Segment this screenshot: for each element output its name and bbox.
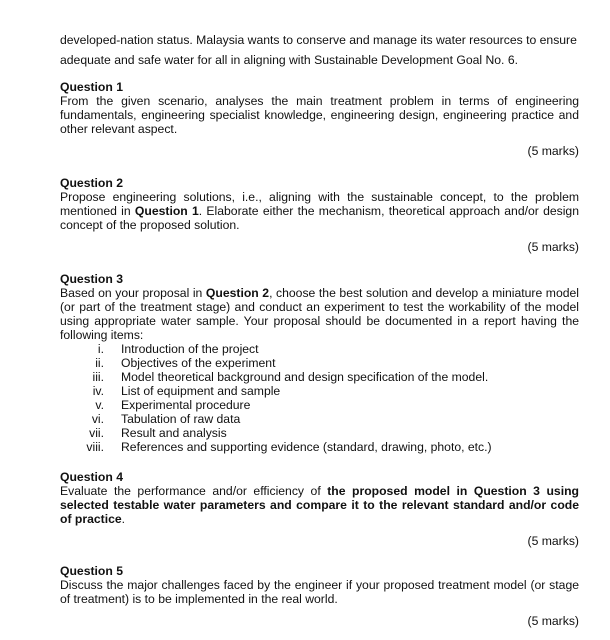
list-item-number: viii. (86, 440, 104, 454)
list-item-text: Introduction of the project (121, 342, 259, 356)
question-3-body (60, 286, 579, 342)
list-item-number: ii. (95, 356, 104, 370)
list-item-number: v. (95, 398, 104, 412)
list-item-text: Experimental procedure (121, 398, 251, 412)
list-item (60, 412, 579, 426)
question-3-body-bold: Question 2 (205, 286, 270, 300)
list-item-number: i. (97, 342, 104, 356)
list-item (60, 440, 579, 454)
report-items-list (60, 342, 579, 454)
intro-paragraph (60, 30, 579, 70)
list-item-number: vii. (89, 426, 104, 440)
question-1 (60, 80, 579, 158)
question-1-marks: (5 marks) (527, 144, 579, 158)
list-item (60, 384, 579, 398)
question-5-marks: (5 marks) (527, 614, 579, 628)
list-item-number: iii. (92, 370, 104, 384)
question-5-title: Question 5 (60, 564, 123, 578)
list-item-text: List of equipment and sample (121, 384, 281, 398)
list-item-text: References and supporting evidence (standard, drawing, photo, etc.) (121, 440, 492, 454)
question-4-marks: (5 marks) (527, 534, 579, 548)
list-item-text: Result and analysis (121, 426, 227, 440)
intro-line-2: adequate and safe water for all in aligning with Sustainable Development Goal No. 6. (60, 53, 518, 67)
question-4-body (60, 484, 579, 526)
question-5 (60, 564, 579, 628)
list-item (60, 356, 579, 370)
list-item (60, 370, 579, 384)
question-2-body (60, 190, 579, 232)
list-item (60, 426, 579, 440)
question-1-body: From the given scenario, analyses the main treatment problem in terms of engineering fundamentals, engineering specialist knowledge, engineering design, engineering practice and other relevant aspect. (60, 94, 579, 136)
question-2-body-start: Propose engineering solutions, i.e., aligning with the sustainable concept, to the problem mentioned in (60, 190, 579, 218)
intro-line-1: developed-nation status. Malaysia wants to conserve and manage its water resources to ensure (60, 33, 577, 47)
question-4-body-bold: the proposed model in Question 3 using selected testable water parameters and compare it to the relevant standard and/or code of practice (60, 484, 579, 526)
question-5-body: Discuss the major challenges faced by the engineer if your proposed treatment model (or stage of treatment) is to be implemented in the real world. (60, 578, 579, 606)
list-item-text: Model theoretical background and design specification of the model. (121, 370, 489, 384)
question-4-body-start: Evaluate the performance and/or efficiency of (60, 484, 328, 498)
list-item-number: iv. (92, 384, 104, 398)
question-3-body-end: , choose the best solution and develop a miniature model (or part of the treatment stage) and conduct an experiment to test the workability of the model using appropriate water sample. Your proposal should be documented in a report having the following items: (60, 286, 579, 342)
question-3 (60, 272, 579, 454)
list-item-text: Objectives of the experiment (121, 356, 276, 370)
question-2 (60, 176, 579, 254)
question-4-body-end: . (121, 512, 126, 526)
list-item (60, 342, 579, 356)
list-item-text: Tabulation of raw data (121, 412, 241, 426)
list-item (60, 398, 579, 412)
list-item-number: vi. (91, 412, 104, 426)
question-2-title: Question 2 (60, 176, 123, 190)
question-3-title: Question 3 (60, 272, 123, 286)
question-2-marks: (5 marks) (527, 240, 579, 254)
question-2-body-bold: Question 1 (134, 204, 199, 218)
question-4-title: Question 4 (60, 470, 123, 484)
question-4 (60, 470, 579, 548)
question-1-title: Question 1 (60, 80, 123, 94)
question-2-body-end: . Elaborate either the mechanism, theoretical approach and/or design concept of the proposed solution. (60, 204, 579, 232)
question-3-body-start: Based on your proposal in (60, 286, 206, 300)
